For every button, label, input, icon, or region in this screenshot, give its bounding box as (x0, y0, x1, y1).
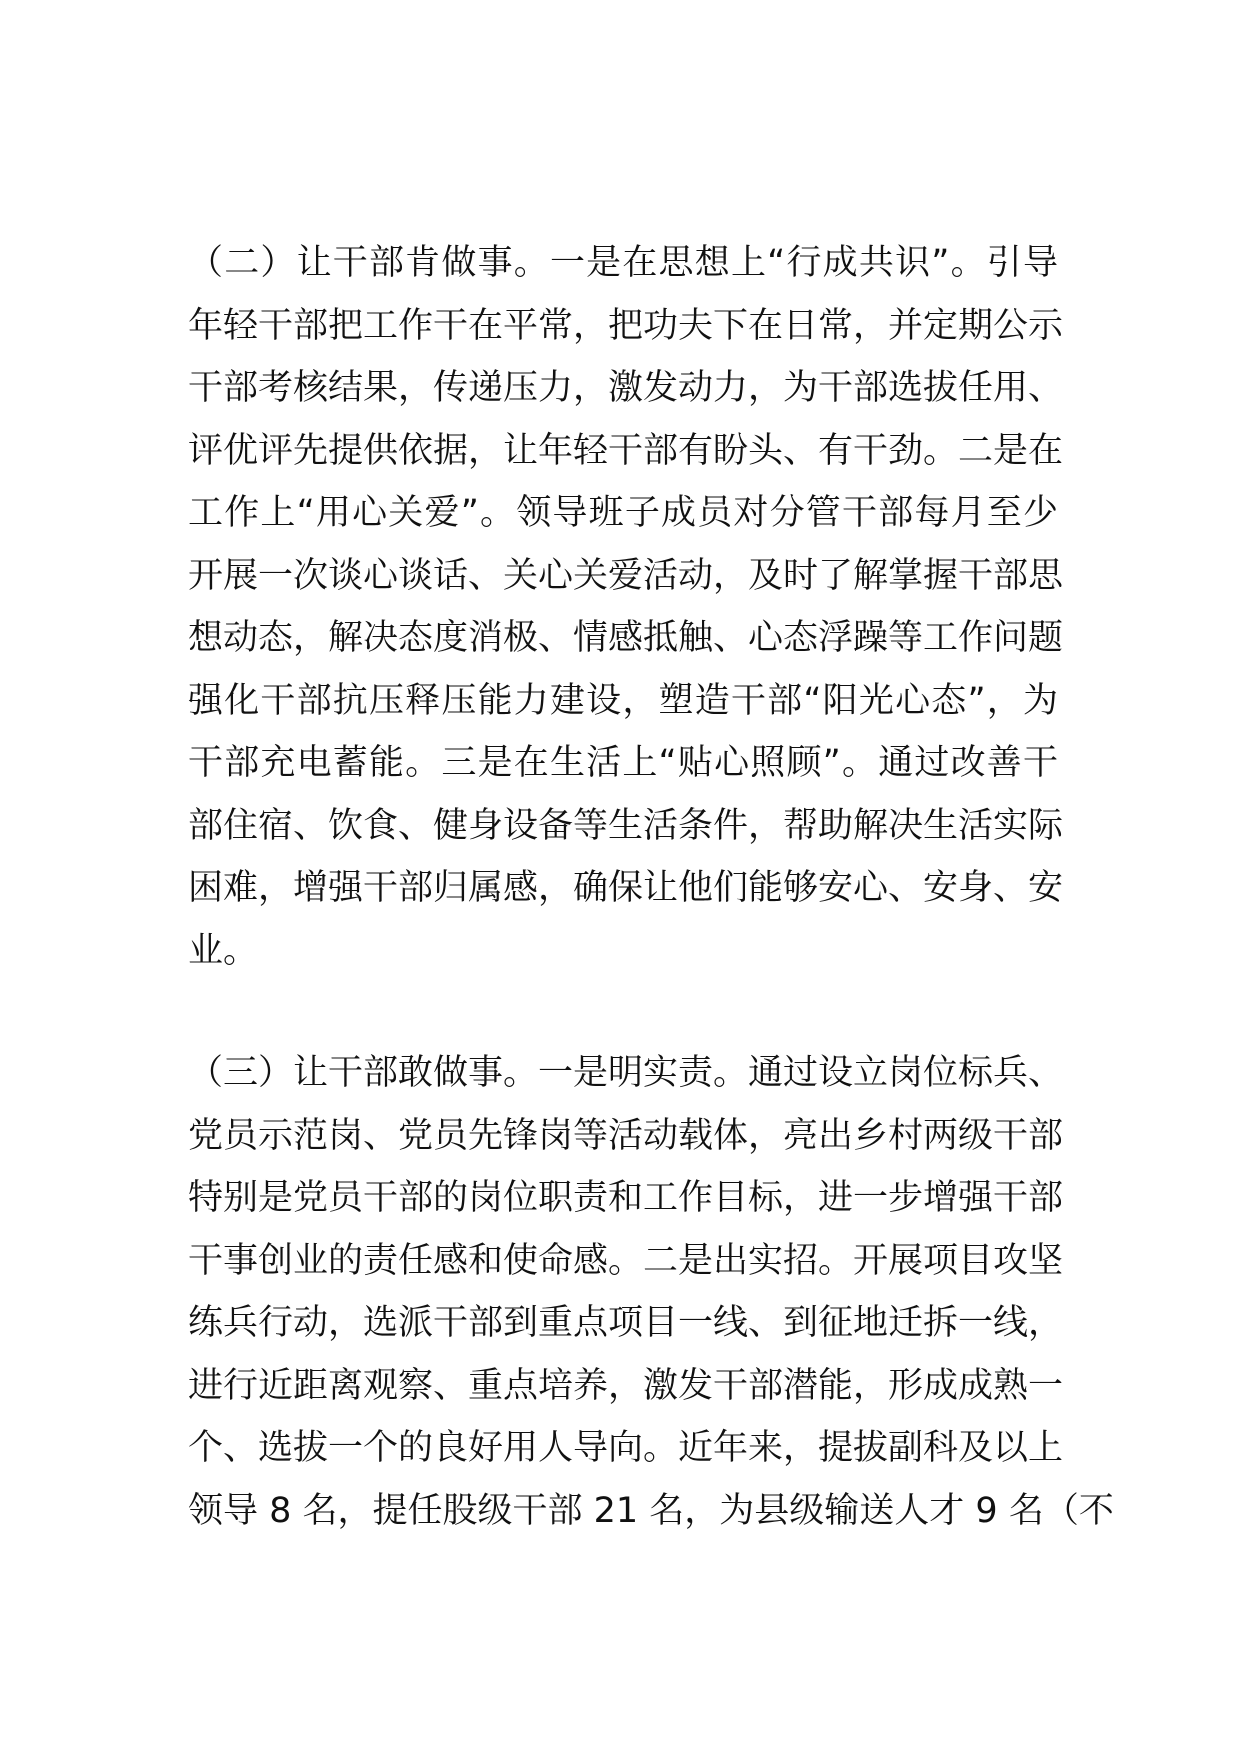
text-line: 个、选拔一个的良好用人导向。近年来，提拔副科及以上 (188, 1428, 1064, 1468)
text-line: 部住宿、饮食、健身设备等生活条件，帮助解决生活实际 (188, 805, 1064, 846)
text-line: 特别是党员干部的岗位职责和工作目标，进一步增强干部 (188, 1178, 1064, 1218)
text-line: 评优评先提供依据，让年轻干部有盼头、有干劲。二是在 (188, 430, 1064, 471)
text-line: 业。 (188, 930, 259, 971)
text-line: 工作上“用心关爱”。领导班子成员对分管干部每月至少 (188, 493, 1058, 533)
text-line: 开展一次谈心谈话、关心关爱活动，及时了解掌握干部思 (188, 555, 1064, 596)
text-line: 干部考核结果，传递压力，激发动力，为干部选拔任用、 (188, 368, 1064, 408)
text-line: 年轻干部把工作干在平常，把功夫下在日常，并定期公示 (188, 305, 1064, 346)
text-line: 困难，增强干部归属感，确保让他们能够安心、安身、安 (188, 868, 1064, 908)
text-line: 练兵行动，选派干部到重点项目一线、到征地迁拆一线， (188, 1303, 1064, 1343)
text-line: （三）让干部敢做事。一是明实责。通过设立岗位标兵、 (188, 1053, 1064, 1093)
text-line: 强化干部抗压释压能力建设，塑造干部“阳光心态”，为 (188, 680, 1058, 721)
text-line: 党员示范岗、党员先锋岗等活动载体，亮出乡村两级干部 (188, 1115, 1064, 1156)
text-line: 想动态，解决态度消极、情感抵触、心态浮躁等工作问题 (188, 618, 1064, 658)
text-line: 进行近距离观察、重点培养，激发干部潜能，形成成熟一 (188, 1365, 1064, 1406)
text-line: 干事创业的责任感和使命感。二是出实招。开展项目攻坚 (188, 1240, 1064, 1281)
paragraph-section-two (188, 232, 1064, 982)
text-line: 领导 8 名，提任股级干部 21 名，为县级输送人才 9 名（不 (188, 1490, 1114, 1531)
text-line: 干部充电蓄能。三是在生活上“贴心照顾”。通过改善干 (188, 743, 1058, 783)
document-body (188, 232, 1114, 1542)
text-line: （二）让干部肯做事。一是在思想上“行成共识”。引导 (188, 243, 1058, 283)
paragraph-section-three (188, 1042, 1114, 1542)
